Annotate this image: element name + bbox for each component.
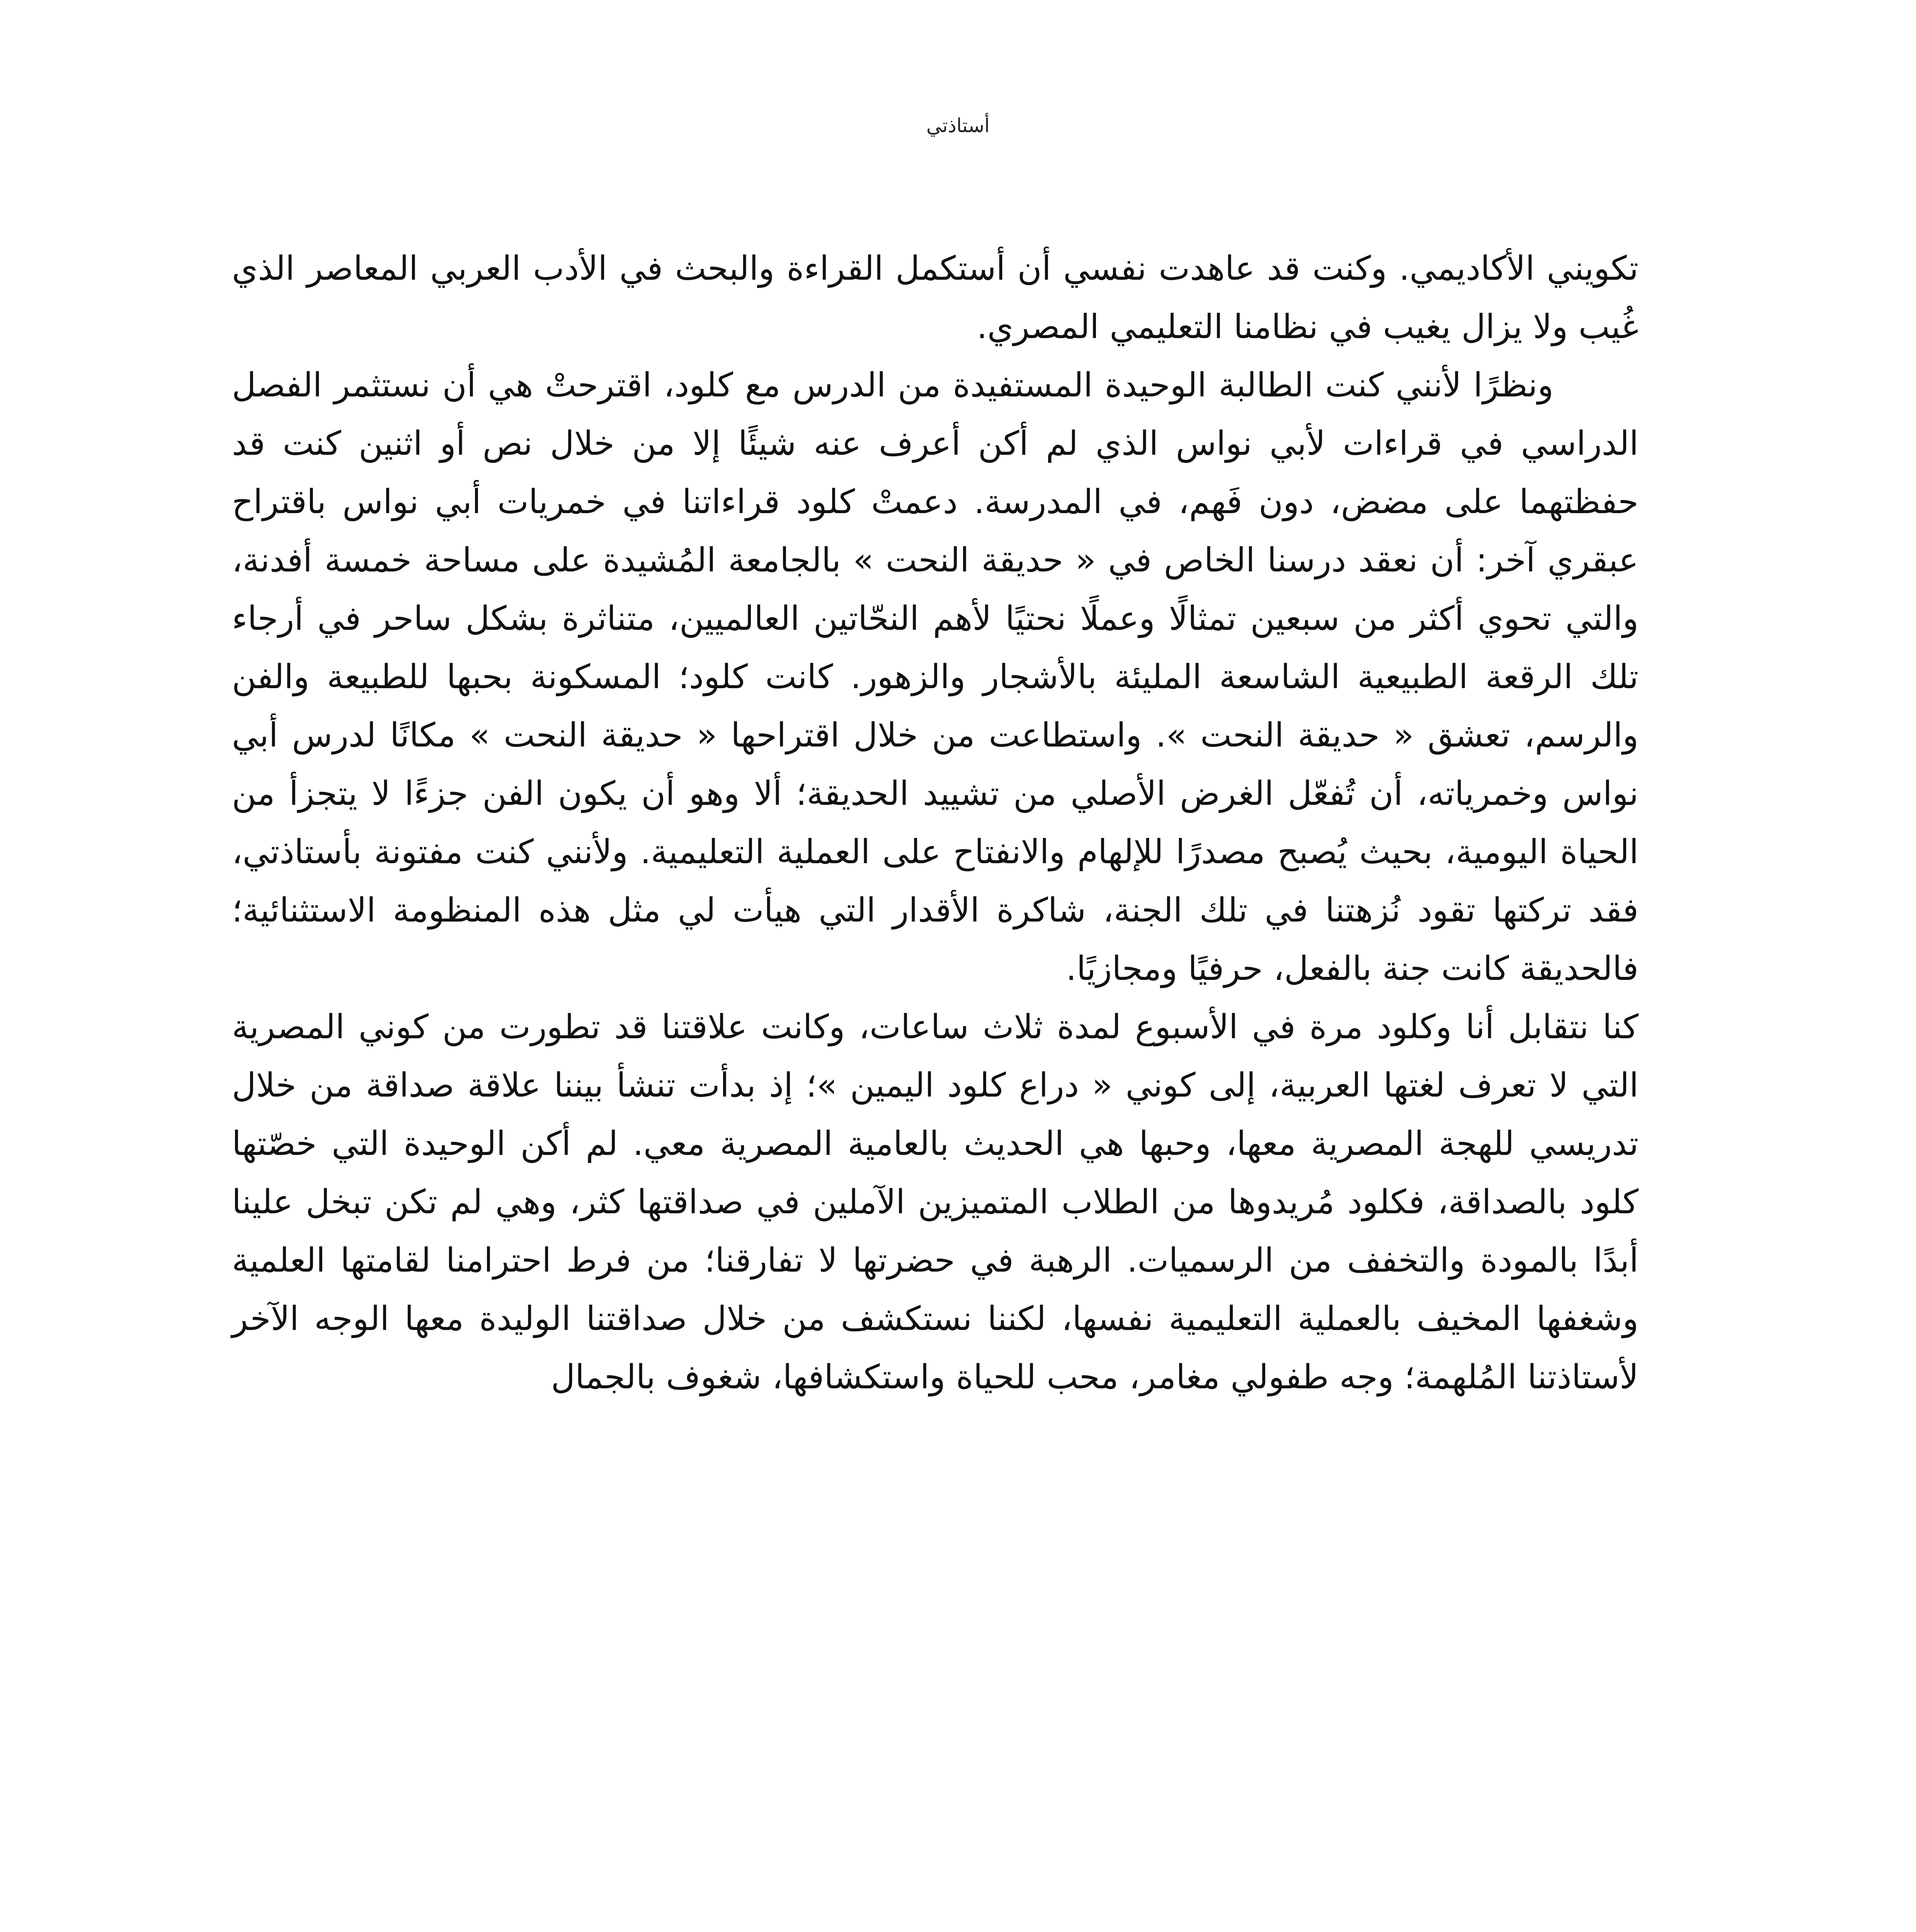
paragraph: ونظرًا لأنني كنت الطالبة الوحيدة المستفيدة من الدرس مع كلود، اقترحتْ هي أن نستثمر الفصل الدراسي في قراءات لأبي نواس الذي لم أكن أعرف عنه شيئًا إلا من خلال نص أو اثنين كنت قد حفظتهما على مضض، دون فَهم، في المدرسة. دعمتْ كلود قراءاتنا في خمريات أبي نواس باقتراح عبقري آخر: أن نعقد درسنا الخاص في « حديقة النحت » بالجامعة المُشيدة على مساحة خمسة أفدنة، والتي تحوي أكثر من سبعين تمثالًا وعملًا نحتيًا لأهم النحّاتين العالميين، متناثرة بشكل ساحر في أرجاء تلك الرقعة الطبيعية الشاسعة المليئة بالأشجار والزهور. كانت كلود؛ المسكونة بحبها للطبيعة والفن والرسم، تعشق « حديقة النحت ». واستطاعت من خلال اقتراحها « حديقة النحت » مكانًا لدرس أبي نواس وخمرياته، أن تُفعّل الغرض الأصلي من تشييد الحديقة؛ ألا وهو أن يكون الفن جزءًا لا يتجزأ من الحياة اليومية، بحيث يُصبح مصدرًا للإلهام والانفتاح على العملية التعليمية. ولأنني كنت مفتونة بأستاذتي، فقد تركتها تقود نُزهتنا في تلك الجنة، شاكرة الأقدار التي هيأت لي مثل هذه المنظومة الاستثنائية؛ فالحديقة كانت جنة بالفعل، حرفيًا ومجازيًا. [232,366,1639,988]
paragraph: تكويني الأكاديمي. وكنت قد عاهدت نفسي أن أستكمل القراءة والبحث في الأدب العربي المعاصر الذي غُيب ولا يزال يغيب في نظامنا التعليمي المصري. [232,249,1639,346]
running-header: أستاذتي [926,114,990,137]
paragraph: كنا نتقابل أنا وكلود مرة في الأسبوع لمدة ثلاث ساعات، وكانت علاقتنا قد تطورت من كوني المصرية التي لا تعرف لغتها العربية، إلى كوني « دراع كلود اليمين »؛ إذ بدأت تنشأ بيننا علاقة صداقة من خلال تدريسي للهجة المصرية معها، وحبها هي الحديث بالعامية المصرية معي. لم أكن الوحيدة التي خصّتها كلود بالصداقة، فكلود مُريدوها من الطلاب المتميزين الآملين في صداقتها كثر، وهي لم تكن تبخل علينا أبدًا بالمودة والتخفف من الرسميات. الرهبة في حضرتها لا تفارقنا؛ من فرط احترامنا لقامتها العلمية وشغفها المخيف بالعملية التعليمية نفسها، لكننا نستكشف من خلال صداقتنا الوليدة معها الوجه الآخر لأستاذتنا المُلهمة؛ وجه طفولي مغامر، محب للحياة واستكشافها، شغوف بالجمال [232,1008,1639,1396]
body-text [232,240,1639,1406]
